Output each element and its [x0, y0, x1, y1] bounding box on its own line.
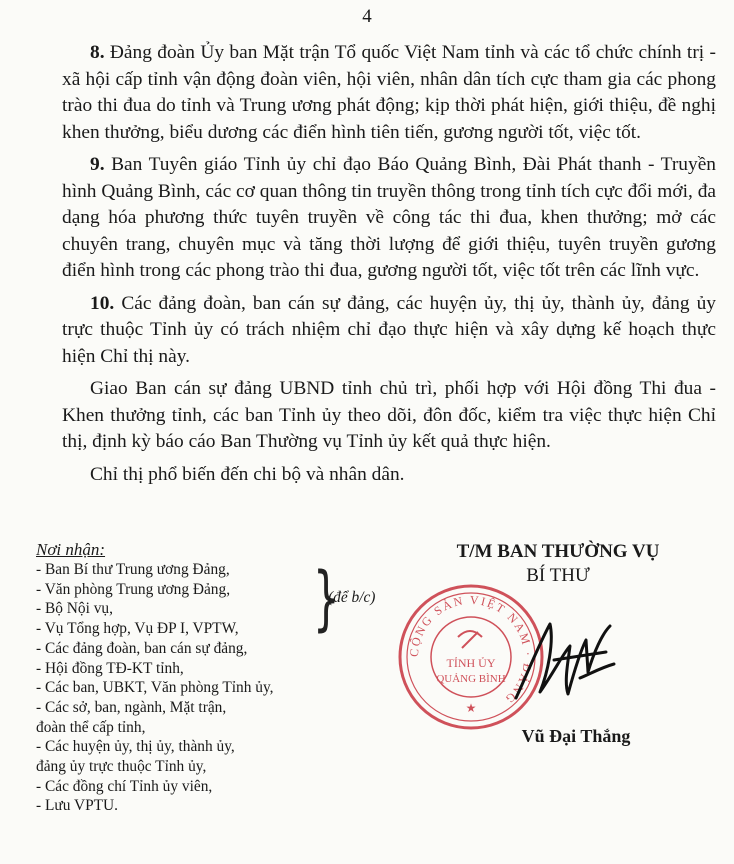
hammer-sickle-icon: [458, 631, 482, 648]
paragraph-assignment: [62, 376, 716, 456]
signer-role: BÍ THƯ: [526, 565, 590, 586]
recipients-block: [36, 540, 376, 816]
recipient-item: - Bộ Nội vụ,: [36, 600, 113, 618]
recipient-item: đảng ủy trực thuộc Tỉnh ủy,: [36, 758, 207, 776]
paragraph-dissemination: [62, 462, 716, 489]
paragraph-8: [62, 40, 716, 146]
recipient-item: - Các sở, ban, ngành, Mặt trận,: [36, 698, 227, 716]
paragraph-10: [62, 291, 716, 371]
recipient-item: - Các đồng chí Tỉnh ủy viên,: [36, 777, 213, 795]
recipient-item: - Ban Bí thư Trung ương Đảng,: [36, 561, 230, 578]
recipients-title: Nơi nhận:: [36, 540, 106, 559]
paragraph-text: Đảng đoàn Ủy ban Mặt trận Tổ quốc Việt Nam tỉnh và các tổ chức chính trị - xã hội cấp tỉnh vận động đoàn viên, hội viên, nhân dân tích cực tham gia các phong trào thi đua do tỉnh và Trung ương phát động; kịp thời phát hiện, giới thiệu, đề nghị khen thưởng, biểu dương các điển hình tiên tiến, gương người tốt, việc tốt.: [62, 42, 716, 143]
recipient-item: đoàn thể cấp tỉnh,: [36, 718, 146, 736]
page-number: 4: [362, 6, 372, 27]
paragraph-number: 10.: [90, 292, 115, 314]
recipient-item: - Các ban, UBKT, Văn phòng Tỉnh ủy,: [36, 679, 274, 697]
paragraph-number: 8.: [90, 42, 105, 63]
recipient-item: - Vụ Tổng hợp, Vụ ĐP I, VPTW,: [36, 620, 239, 638]
recipient-item: - Hội đồng TĐ-KT tỉnh,: [36, 659, 184, 677]
right-brace-icon: }: [312, 557, 340, 639]
paragraph-text: Giao Ban cán sự đảng UBND tỉnh chủ trì, phối hợp với Hội đồng Thi đua - Khen thưởng tỉnh, các ban Tỉnh ủy theo dõi, đôn đốc, kiểm tra việc thực hiện Chỉ thị, định kỳ báo cáo Ban Thường vụ Tỉnh ủy kết quả thực hiện.: [62, 378, 716, 452]
seal-line-2: QUẢNG BÌNH: [436, 673, 506, 685]
recipient-item: - Các đảng đoàn, ban cán sự đảng,: [36, 639, 248, 657]
paragraph-9: [62, 152, 716, 285]
document-body: [62, 40, 716, 494]
signer-name: Vũ Đại Thắng: [521, 726, 631, 746]
seal-line-1: TỈNH ỦY: [446, 656, 496, 670]
signer-authority: T/M BAN THƯỜNG VỤ: [456, 541, 660, 562]
recipient-item: - Văn phòng Trung ương Đảng,: [36, 580, 231, 598]
bracketed-recipients: [36, 557, 376, 639]
paragraph-number: 9.: [90, 154, 105, 175]
recipient-item: - Các huyện ủy, thị ủy, thành ủy,: [36, 738, 235, 756]
bracket-note: (để b/c): [328, 589, 376, 606]
handwritten-signature-icon: [510, 612, 620, 716]
recipient-item: - Lưu VPTU.: [36, 797, 119, 815]
paragraph-text: Ban Tuyên giáo Tỉnh ủy chỉ đạo Báo Quảng Bình, Đài Phát thanh - Truyền hình Quảng Bình, các cơ quan thông tin truyền thông trong tỉnh tích cực đổi mới, đa dạng hóa phương thức tuyên truyền về công tác thi đua, khen thưởng; mở các chuyên trang, chuyên mục và tăng thời lượng để giới thiệu, tuyên truyền gương điển hình trong các phong trào thi đua, gương người tốt, việc tốt trên các lĩnh vực.: [62, 154, 716, 281]
signature-block: [400, 540, 716, 588]
paragraph-text: Các đảng đoàn, ban cán sự đảng, các huyện ủy, thị ủy, thành ủy, đảng ủy trực thuộc Tỉnh ủy có trách nhiệm chỉ đạo thực hiện và xây dựng kế hoạch thực hiện Chỉ thị này.: [62, 292, 716, 367]
paragraph-text: Chỉ thị phổ biến đến chi bộ và nhân dân.: [90, 463, 405, 485]
star-icon: ★: [465, 701, 477, 715]
seal-outer-text: CỘNG SẢN VIỆT NAM · ĐẢNG: [406, 592, 536, 708]
